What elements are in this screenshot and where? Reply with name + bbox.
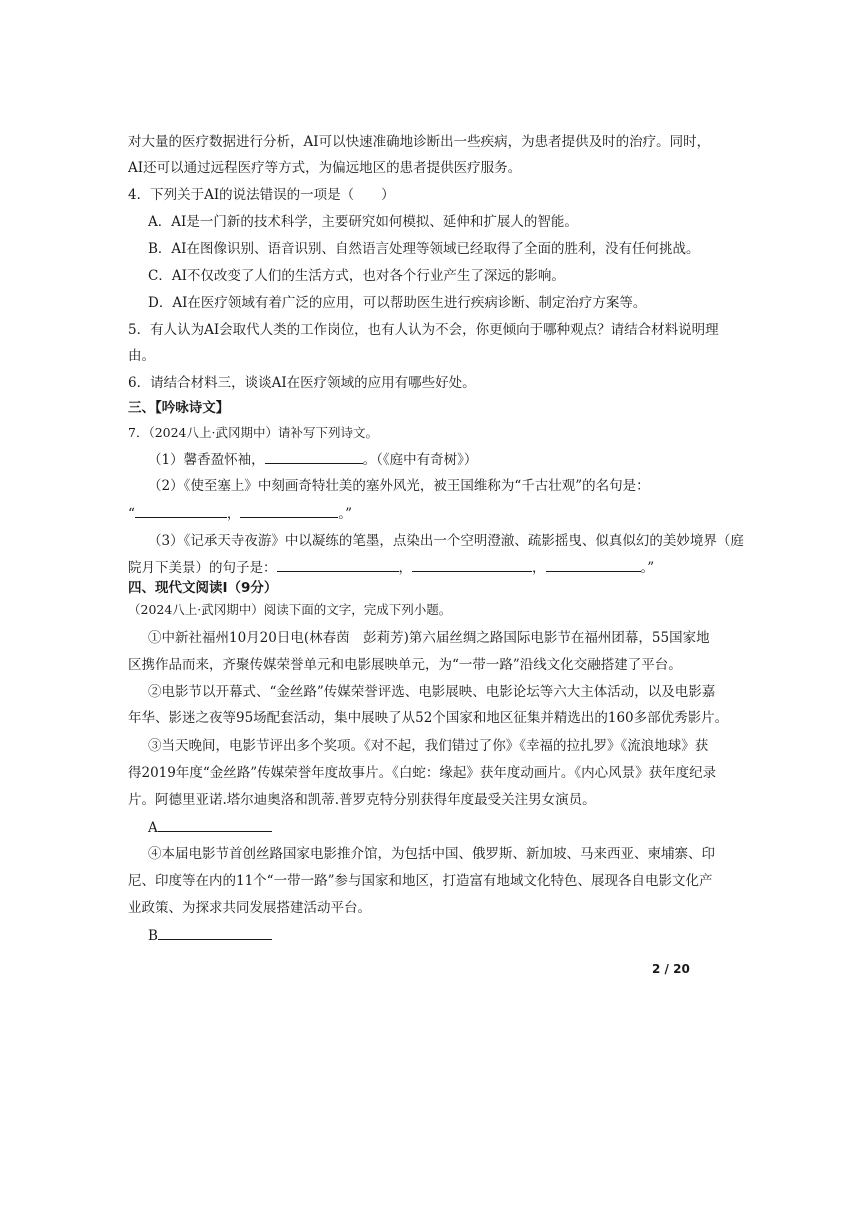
answer-label-b: B [148,928,158,944]
intro-line-2: AI还可以通过远程医疗等方式，为偏远地区的患者提供医疗服务。 [128,160,522,176]
paragraph-4-line-1: ④本届电影节首创丝路国家电影推介馆，为包括中国、俄罗斯、新加坡、马来西亚、柬埔寨、印 [148,846,715,862]
question-7-part-3-blanks [128,557,654,578]
question-7-part-2: （2）《使至塞上》中刻画奇特壮美的塞外风光，被王国维称为“千古壮观”的名句是： [148,478,650,494]
question-4-option-c: C．AI不仅改变了人们的生活方式，也对各个行业产生了深远的影响。 [148,268,565,284]
intro-line-1: 对大量的医疗数据进行分析，AI可以快速准确地诊断出一些疾病，为患者提供及时的治疗。同时， [128,134,711,150]
question-7-part-1 [148,449,477,470]
paragraph-3-line-2: 得2019年度“金丝路”传媒荣誉年度故事片。《白蛇：缘起》获年度动画片。《内心风景》获年度纪录 [128,765,717,781]
close-quote: 。” [640,560,655,576]
question-4-option-b: B．AI在图像识别、语音识别、自然语言处理等领域已经取得了全面的胜利，没有任何挑战。 [148,241,700,257]
part-1-prefix: （1）馨香盈怀袖， [148,452,265,468]
part-3-prefix: 院月下美景）的句子是： [128,560,277,576]
section-3-heading: 三、【吟咏诗文】 [128,400,230,416]
comma: ， [398,560,412,576]
reading-source: （2024八上·武冈期中）阅读下面的文字，完成下列小题。 [128,602,452,617]
question-4-option-d: D．AI在医疗领域有着广泛的应用，可以帮助医生进行疾病诊断、制定治疗方案等。 [148,295,647,311]
paragraph-1-line-2: 区携作品而来，齐聚传媒荣誉单元和电影展映单元，为“一带一路”沿线文化交融搭建了平台。 [128,657,682,673]
answer-blank[interactable] [546,557,641,572]
page-number: 2 / 20 [652,962,690,976]
answer-blank[interactable] [158,925,272,940]
answer-blank[interactable] [412,557,532,572]
paragraph-2-line-1: ②电影节以开幕式、“金丝路”传媒荣誉评选、电影展映、电影论坛等六大主体活动，以及电影嘉 [148,684,716,700]
answer-blank[interactable] [265,449,363,464]
paragraph-3-line-1: ③当天晚间，电影节评出多个奖项。《对不起，我们错过了你》《幸福的拉扎罗》《流浪地球》获 [148,738,709,754]
question-4-option-a: A．AI是一门新的技术科学，主要研究如何模拟、延伸和扩展人的智能。 [148,214,578,230]
answer-blank[interactable] [158,817,272,832]
paragraph-3-line-3: 片。阿德里亚诺.塔尔迪奥洛和凯蒂.普罗克特分别获得年度最受关注男女演员。 [128,792,596,808]
paragraph-4-line-2: 尼、印度等在内的11个“一带一路”参与国家和地区，打造富有地域文化特色、展现各自电影文化产 [128,873,713,889]
question-7-stem: 7．（2024八上·武冈期中）请补写下列诗文。 [128,425,378,440]
answer-line-a [148,817,272,838]
answer-line-b [148,925,272,946]
answer-blank[interactable] [135,503,227,518]
question-5-line-2: 由。 [128,348,155,364]
question-7-part-2-blanks [128,503,352,524]
question-6: 6．请结合材料三，谈谈AI在医疗领域的应用有哪些好处。 [128,375,476,391]
answer-blank[interactable] [240,503,338,518]
section-4-heading: 四、现代文阅读Ⅰ（9分） [128,580,278,596]
comma: ， [226,506,241,522]
open-quote: “ [128,506,135,522]
part-1-suffix: 。（《庭中有奇树》） [362,452,478,468]
answer-blank[interactable] [277,557,399,572]
question-5-line-1: 5．有人认为AI会取代人类的工作岗位，也有人认为不会，你更倾向于哪种观点？请结合材料说明理 [128,322,719,338]
close-quote: 。” [338,506,353,522]
answer-label-a: A [148,820,158,836]
paragraph-1-line-1: ①中新社福州10月20日电(林春茵 彭莉芳)第六届丝绸之路国际电影节在福州团幕，55国家地 [148,630,710,646]
paragraph-4-line-3: 业政策、为探求共同发展搭建活动平台。 [128,900,371,916]
question-4-stem: 4．下列关于AI的说法错误的一项是（ ） [128,187,395,203]
comma: ， [532,560,546,576]
paragraph-2-line-2: 年华、影迷之夜等95场配套活动，集中展映了从52个国家和地区征集并精选出的160多部优秀影片。 [128,710,729,726]
question-7-part-3: （3）《记承天寺夜游》中以凝练的笔墨，点染出一个空明澄澈、疏影摇曳、似真似幻的美妙境界（庭 [148,533,744,549]
